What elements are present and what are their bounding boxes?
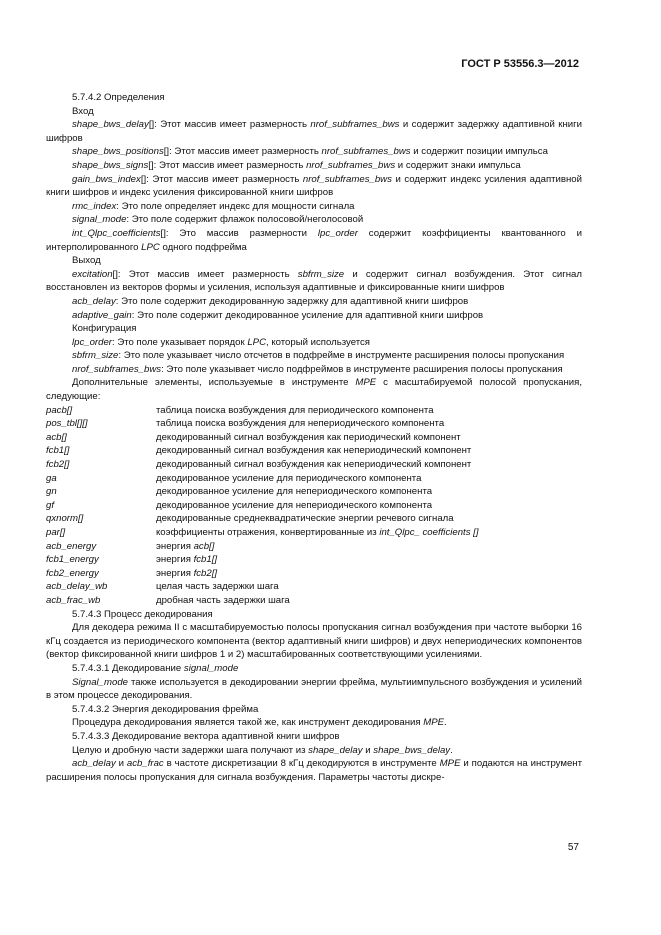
aux-term: fcb1[] bbox=[46, 445, 70, 457]
aux-term: acb_energy bbox=[46, 540, 97, 552]
aux-term: fcb1_energy bbox=[46, 554, 99, 566]
definition-item: shape_bws_signs[]: Этот массив имеет размерность nrof_subframes_bws и содержит знаки импульса bbox=[72, 159, 521, 171]
definition-term: signal_mode bbox=[72, 214, 127, 226]
output-label: Выход bbox=[72, 255, 101, 267]
aux-term-desc: таблица поиска возбуждения для непериодического компонента bbox=[156, 418, 445, 430]
aux-term-desc: таблица поиска возбуждения для периодического компонента bbox=[156, 404, 434, 416]
aux-term-row bbox=[46, 431, 582, 445]
definition-term: excitation bbox=[72, 268, 113, 280]
output-definitions bbox=[46, 268, 582, 322]
definition-item: shape_bws_positions[]: Этот массив имеет размерность nrof_subframes_bws и содержит позиции импульса bbox=[72, 146, 548, 158]
definition-term: rmc_index bbox=[72, 200, 117, 212]
definition-term: acb_delay bbox=[72, 295, 116, 307]
paragraph-57433b: acb_delay и acb_frac в частоте дискретизации 8 кГц декодируются в инструменте MPE и подаются на инструмент расширения полосы пропускания для сигнала возбуждения. Параметры частоты дискре- bbox=[46, 758, 582, 783]
definition-item: excitation[]: Этот массив имеет размерность sbfrm_size и содержит сигнал возбуждения. Этот сигнал восстановлен из векторов формы и усиления, используя адаптивные и фиксированные книги шифров bbox=[46, 268, 582, 294]
input-definitions bbox=[46, 118, 582, 254]
aux-term-row bbox=[46, 485, 582, 499]
definition-term: adaptive_gain bbox=[72, 309, 132, 321]
aux-term-row bbox=[46, 458, 582, 472]
definition-item: signal_mode: Это поле содержит флажок полосовой/неголосовой bbox=[72, 214, 364, 226]
aux-term-desc: декодированное усиление для непериодического компонента bbox=[156, 486, 433, 498]
definition-item: gain_bws_index[]: Этот массив имеет размерность nrof_subframes_bws и содержит индекс усиления адаптивной книги шифров и индекс усиления фиксированной книги шифров bbox=[46, 173, 582, 199]
aux-term-row bbox=[46, 404, 582, 418]
aux-term-row bbox=[46, 417, 582, 431]
aux-term-row bbox=[46, 567, 582, 581]
definition-term: sbfrm_size bbox=[72, 350, 119, 362]
aux-intro: Дополнительные элементы, используемые в инструменте MPE с масштабируемой полосой пропускания, следующие: bbox=[46, 377, 582, 403]
aux-term: qxnorm[] bbox=[46, 513, 84, 525]
aux-term-desc: декодированное усиление для периодического компонента bbox=[156, 472, 422, 484]
aux-term-row bbox=[46, 472, 582, 486]
aux-term-row bbox=[46, 553, 582, 567]
aux-term-desc: декодированное усиление для непериодического компонента bbox=[156, 499, 433, 511]
aux-term: ga bbox=[46, 472, 57, 484]
aux-term: acb_frac_wb bbox=[46, 594, 101, 606]
aux-term-desc: декодированный сигнал возбуждения как периодический компонент bbox=[156, 431, 461, 443]
definition-term: gain_bws_index bbox=[72, 173, 141, 185]
definition-item: shape_bws_delay[]: Этот массив имеет размерность nrof_subframes_bws и содержит задержку адаптивной книги шифров bbox=[46, 119, 582, 144]
definition-term: int_Qlpc_coefficients bbox=[72, 227, 161, 239]
aux-term: pacb[] bbox=[46, 404, 73, 416]
definition-item: lpc_order: Это поле указывает порядок LPC, который используется bbox=[72, 336, 370, 348]
aux-term-row bbox=[46, 540, 582, 554]
section-heading: 5.7.4.2 Определения bbox=[72, 92, 165, 103]
aux-term: pos_tbl[][] bbox=[46, 418, 88, 430]
definition-item: int_Qlpc_coefficients[]: Это массив размерности lpc_order содержит коэффициенты квантованного и интерполированного LPC одного подфрейма bbox=[46, 227, 582, 253]
aux-term-row bbox=[46, 594, 582, 608]
paragraph-57433a: Целую и дробную части задержки шага получают из shape_delay и shape_bws_delay. bbox=[72, 744, 453, 756]
aux-term-desc: декодированный сигнал возбуждения как непериодический компонент bbox=[156, 459, 472, 471]
section-heading-57432: 5.7.4.3.2 Энергия декодирования фрейма bbox=[72, 703, 259, 715]
aux-term: fcb2_energy bbox=[46, 567, 99, 579]
aux-term-desc: коэффициенты отражения, конвертированные из int_Qlpc_ coefficients [] bbox=[156, 527, 479, 538]
definition-term: shape_bws_delay bbox=[72, 119, 149, 131]
input-label: Вход bbox=[72, 105, 94, 117]
config-definitions bbox=[46, 336, 582, 377]
definition-item: adaptive_gain: Это поле содержит декодированное усиление для адаптивной книги шифров bbox=[72, 309, 484, 321]
paragraph-57432: Процедура декодирования является такой же, как инструмент декодирования MPE. bbox=[72, 717, 447, 729]
definition-term: nrof_subframes_bws bbox=[72, 363, 162, 375]
config-label: Конфигурация bbox=[72, 323, 137, 335]
aux-terms-list bbox=[46, 404, 582, 608]
aux-term-row bbox=[46, 526, 582, 540]
aux-term: acb[] bbox=[46, 431, 67, 443]
aux-term-row bbox=[46, 512, 582, 526]
aux-term: par[] bbox=[46, 527, 66, 538]
aux-term: acb_delay_wb bbox=[46, 581, 108, 593]
document-header: ГОСТ Р 53556.3—2012 bbox=[461, 58, 579, 70]
aux-term-row bbox=[46, 580, 582, 594]
page-number: 57 bbox=[567, 842, 579, 853]
definition-term: lpc_order bbox=[72, 336, 112, 348]
definition-term: shape_bws_signs bbox=[72, 159, 149, 171]
aux-term-desc: энергия acb[] bbox=[156, 540, 215, 552]
aux-term-desc: дробная часть задержки шага bbox=[156, 594, 290, 606]
aux-term: fcb2[] bbox=[46, 459, 70, 471]
paragraph-57431: Signal_mode также используется в декодировании энергии фрейма, мультиимпульсного возбуждения и усилений в этом процессе декодирования. bbox=[46, 676, 582, 702]
definition-item: sbfrm_size: Это поле указывает число отсчетов в подфрейме в инструменте расширения полосы пропускания bbox=[72, 350, 565, 362]
definition-term: shape_bws_positions bbox=[72, 146, 164, 158]
aux-term-row bbox=[46, 444, 582, 458]
aux-term-desc: декодированные среднеквадратические энергии речевого сигнала bbox=[156, 513, 454, 525]
aux-term-desc: энергия fcb2[] bbox=[156, 567, 218, 579]
definition-item: nrof_subframes_bws: Это поле указывает число подфреймов в инструменте расширения полосы пропускания bbox=[72, 363, 563, 375]
section-heading-57433: 5.7.4.3.3 Декодирование вектора адаптивной книги шифров bbox=[72, 730, 340, 742]
aux-term-desc: декодированный сигнал возбуждения как непериодический компонент bbox=[156, 445, 472, 457]
definition-item: acb_delay: Это поле содержит декодированную задержку для адаптивной книги шифров bbox=[72, 295, 469, 307]
aux-term-desc: целая часть задержки шага bbox=[156, 581, 279, 593]
definition-item: rmc_index: Это поле определяет индекс для мощности сигнала bbox=[72, 200, 355, 212]
aux-term: gf bbox=[46, 499, 55, 511]
section-heading-5743: 5.7.4.3 Процесс декодирования bbox=[72, 608, 213, 620]
section-heading-57431: 5.7.4.3.1 Декодирование signal_mode bbox=[72, 662, 239, 674]
aux-term-row bbox=[46, 499, 582, 513]
aux-term-desc: энергия fcb1[] bbox=[156, 554, 218, 566]
page-content bbox=[46, 91, 582, 784]
aux-term: gn bbox=[46, 486, 57, 498]
paragraph-5743: Для декодера режима II с масштабируемостью полосы пропускания сигнал возбуждения при частоте выборки 16 кГц создается из периодического компонента (вектор адаптивный книги шифров) и двух непериодических компонентов (вектор фиксированной книги шифров 1 и 2) масштабированных соответствующими усилениями. bbox=[46, 622, 582, 661]
